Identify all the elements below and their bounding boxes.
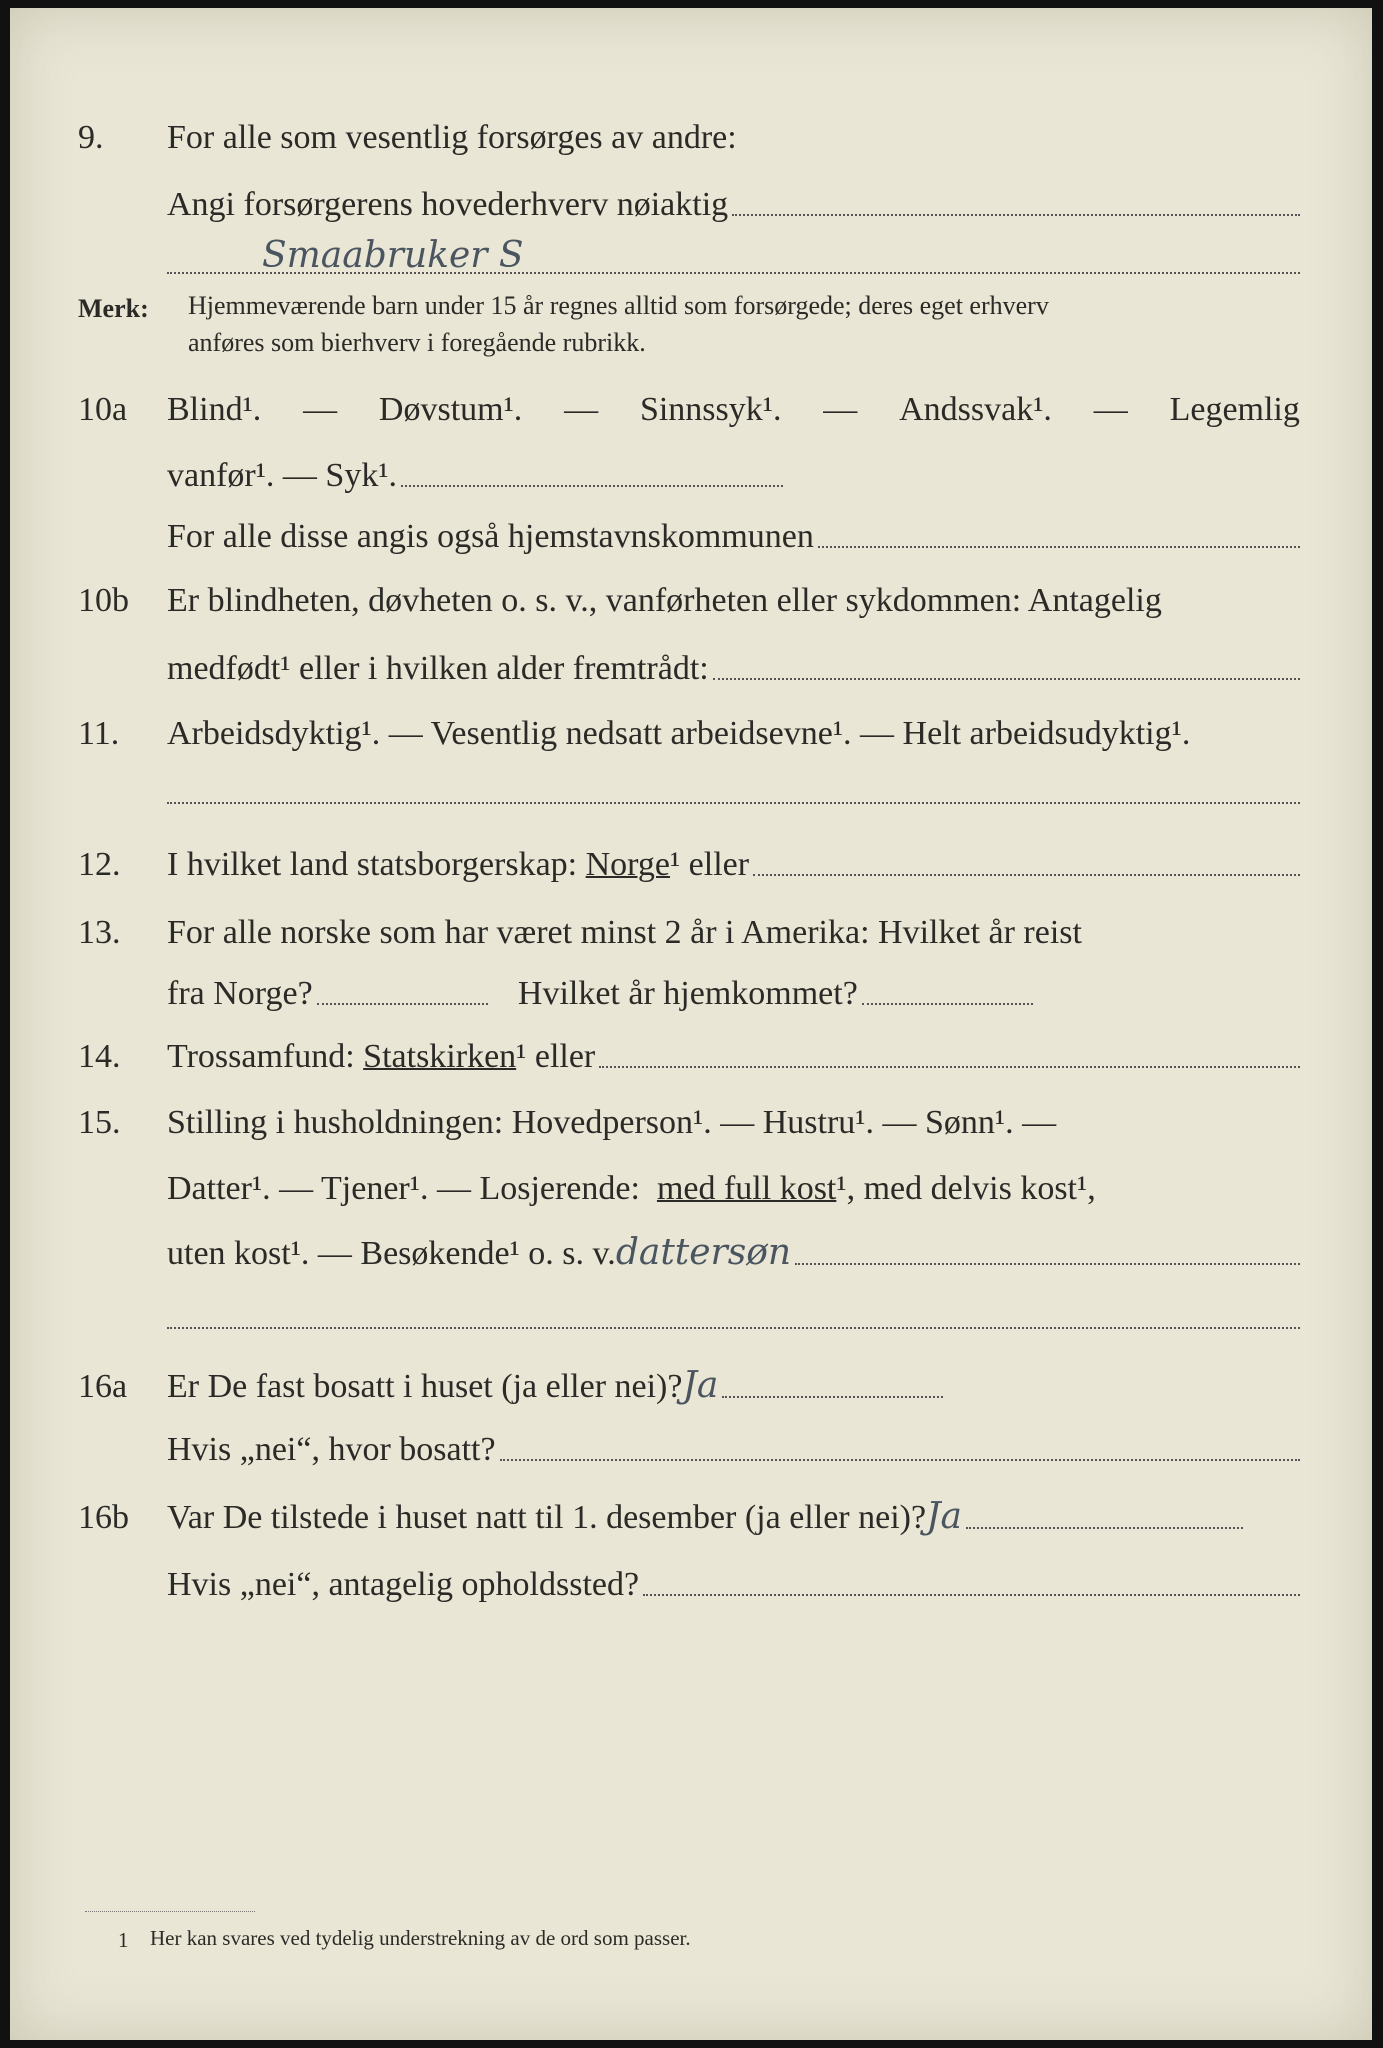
q16a-number: 16a: [78, 1368, 128, 1405]
q16b-where-label: Hvis „nei“, antagelig opholdssted?: [167, 1566, 640, 1603]
q14-number: 14.: [78, 1038, 121, 1075]
dotted-line: [167, 272, 1300, 274]
q16b-label: Var De tilstede i huset natt til 1. desember (ja eller nei)?: [167, 1499, 927, 1536]
q14-line: [167, 1032, 1300, 1076]
q9-answer-handwritten: Smaabruker S: [262, 235, 524, 276]
q15-line2: [167, 1164, 1300, 1208]
q16b-answer-handwritten: Ja: [926, 1496, 962, 1537]
q10a-number: 10a: [78, 391, 128, 428]
q16a-line: [167, 1362, 943, 1406]
q13-line1: [167, 908, 1300, 952]
q10b-line2: [167, 644, 1300, 688]
dash: —: [303, 391, 338, 428]
q9-answer-line[interactable]: [167, 232, 1300, 276]
q11-number: 11.: [78, 715, 120, 752]
option-andssvak[interactable]: Andssvak¹.: [899, 391, 1052, 428]
footnote-text: Her kan svares ved tydelig understrekning av de ord som passer.: [150, 1926, 691, 1950]
dash: —: [823, 391, 858, 428]
dotted-leader[interactable]: [722, 1396, 943, 1398]
q9-line2: [167, 180, 1300, 224]
option-dovstum[interactable]: Døvstum¹.: [378, 391, 523, 428]
q16b-line: [167, 1493, 1243, 1537]
q12-number: 12.: [78, 846, 121, 883]
q13-line2: [167, 969, 1033, 1013]
q16a-where-label: Hvis „nei“, hvor bosatt?: [167, 1431, 496, 1468]
q13-number: 13.: [78, 914, 121, 951]
q15-line3: [167, 1229, 1300, 1273]
q9-number: 9.: [78, 119, 104, 156]
dotted-leader[interactable]: [713, 678, 1300, 680]
option-blind[interactable]: Blind¹.: [167, 391, 262, 428]
q11-line: [167, 709, 1300, 753]
q16a-answer-handwritten: Ja: [682, 1365, 719, 1406]
dash: —: [1093, 391, 1128, 428]
footnote-rule: [85, 1911, 255, 1912]
option-legemlig[interactable]: Legemlig: [1169, 391, 1300, 428]
q15-answer-handwritten: dattersøn: [615, 1232, 792, 1273]
dotted-leader[interactable]: [317, 1003, 488, 1005]
q15-full-kost-underlined[interactable]: med full kost: [656, 1170, 837, 1207]
merk-text-1: Hjemmeværende barn under 15 år regnes alltid som forsørgede; deres eget erhverv: [188, 291, 1049, 320]
merk-line1: [188, 285, 1300, 321]
q10a-line3: [167, 512, 1300, 556]
q9-text: [167, 113, 1300, 157]
option-sinnssyk[interactable]: Sinnssyk¹.: [639, 391, 782, 428]
q16a-label: Er De fast bosatt i huset (ja eller nei)?: [167, 1368, 683, 1405]
q15-number: 15.: [78, 1104, 121, 1141]
q9-label: For alle som vesentlig forsørges av andre:: [167, 119, 737, 156]
dotted-leader[interactable]: [818, 546, 1300, 548]
q12-eller: ¹ eller: [669, 846, 750, 883]
dash: —: [564, 391, 599, 428]
q10a-vanfor-syk[interactable]: vanfør¹. — Syk¹.: [167, 457, 398, 494]
q12-line: [167, 840, 1300, 884]
q14-label: Trossamfund:: [167, 1038, 355, 1075]
dotted-leader[interactable]: [862, 1003, 1033, 1005]
q14-eller: ¹ eller: [516, 1038, 596, 1075]
merk-label: Merk:: [78, 294, 149, 323]
q15-options-4[interactable]: uten kost¹. — Besøkende¹ o. s. v.: [167, 1235, 616, 1272]
dotted-leader[interactable]: [599, 1066, 1300, 1068]
dotted-leader[interactable]: [966, 1527, 1243, 1529]
q10b-line1: [167, 576, 1300, 620]
dotted-leader[interactable]: [643, 1594, 1300, 1596]
dotted-line: [167, 1327, 1300, 1329]
merk-text-2: anføres som bierhverv i foregående rubrikk.: [188, 328, 646, 357]
dotted-leader: [732, 214, 1300, 216]
q15-line1: [167, 1098, 1300, 1142]
q13-reist-label: fra Norge?: [167, 975, 313, 1012]
q10a-line1: [167, 385, 1300, 429]
q16b-number: 16b: [78, 1499, 129, 1536]
q16b-line2: [167, 1560, 1300, 1604]
q10a-hjemstavn-label: For alle disse angis også hjemstavnskommunen: [167, 518, 814, 555]
q10b-number: 10b: [78, 582, 129, 619]
q16a-line2: [167, 1425, 1300, 1469]
dotted-leader[interactable]: [500, 1459, 1300, 1461]
q14-statskirken-underlined[interactable]: Statskirken: [363, 1038, 517, 1075]
merk-line2: [188, 322, 1300, 358]
dotted-leader[interactable]: [795, 1263, 1300, 1265]
q12-norge-underlined[interactable]: Norge: [585, 846, 670, 883]
footnote-mark: 1: [118, 1928, 129, 1952]
q11-options[interactable]: Arbeidsdyktig¹. — Vesentlig nedsatt arbeidsevne¹. — Helt arbeidsudyktig¹.: [167, 715, 1191, 752]
dotted-leader[interactable]: [753, 874, 1300, 876]
q9-provider-label: Angi forsørgerens hovederhverv nøiaktig: [167, 186, 729, 223]
q13-hjemkommet-label: Hvilket år hjemkommet?: [517, 975, 858, 1012]
q15-options-3[interactable]: ¹, med delvis kost¹,: [836, 1170, 1096, 1207]
dotted-leader: [401, 485, 783, 487]
q10a-line2: [167, 451, 783, 495]
q13-text: For alle norske som har været minst 2 år i Amerika: Hvilket år reist: [167, 914, 1082, 951]
q15-options-1[interactable]: Stilling i husholdningen: Hovedperson¹. — Hustru¹. — Sønn¹. —: [167, 1104, 1057, 1141]
q12-label: I hvilket land statsborgerskap:: [167, 846, 578, 883]
dotted-line: [167, 802, 1300, 804]
q15-options-2[interactable]: Datter¹. — Tjener¹. — Losjerende:: [167, 1170, 640, 1207]
q10b-text: Er blindheten, døvheten o. s. v., vanførheten eller sykdommen: Antagelig: [167, 582, 1162, 619]
q10b-text-2: medfødt¹ eller i hvilken alder fremtrådt:: [167, 650, 709, 687]
